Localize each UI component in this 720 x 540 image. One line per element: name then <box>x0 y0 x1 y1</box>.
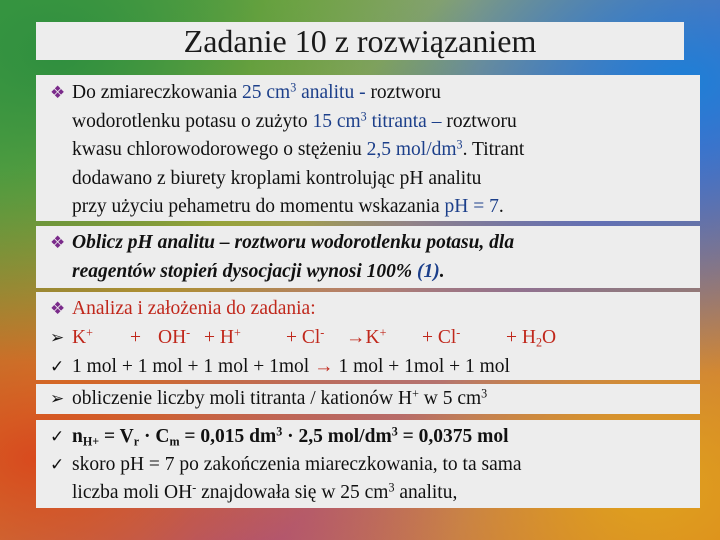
question-line-2 <box>36 258 700 287</box>
text: 1 mol + 1 mol + 1 mol + 1mol <box>72 356 315 377</box>
analyte-volume: 25 $cm^3$ analitu - <box>242 80 371 103</box>
text: obliczenie liczby moli titranta / kationów H <box>72 388 413 409</box>
text: reagentów stopień dysocjacji wynosi 100% <box>72 260 418 282</box>
text: kwasu chlorowodorowego o stężeniu <box>72 139 367 160</box>
calculation-step-line <box>36 385 700 413</box>
heading: Analiza i założenia do zadania: <box>72 298 316 319</box>
text: wodorotlenku potasu o zużyto <box>72 110 313 132</box>
text: . <box>439 260 445 282</box>
mole-ratio-line <box>36 352 700 381</box>
slide-title: Zadanie 10 z rozwiązaniem <box>183 23 537 59</box>
checkmark-bullet-icon: ✓ <box>50 455 65 474</box>
diamond-bullet-icon: ❖ <box>50 233 66 252</box>
analysis-panel <box>36 292 700 380</box>
diamond-bullet-icon: ❖ <box>50 83 66 102</box>
arrowhead-bullet-icon: ➢ <box>50 328 65 347</box>
question-panel <box>36 226 700 288</box>
titrant-volume: 15 $cm^3$ titranta – <box>312 108 447 132</box>
title-box <box>36 22 684 60</box>
statement-line-1 <box>36 79 700 108</box>
superscript: + <box>412 386 419 401</box>
arrowhead-bullet-icon: ➢ <box>50 389 65 408</box>
text: Oblicz pH analitu – roztworu wodorotlenku potasu, dla <box>72 232 515 253</box>
solution-panel <box>36 420 700 508</box>
checkmark-bullet-icon: ✓ <box>50 357 65 376</box>
reaction-arrow-icon: → <box>314 356 334 377</box>
text: 1 mol + 1mol + 1 mol <box>333 356 510 377</box>
text: roztworu <box>446 110 517 132</box>
diamond-bullet-icon: ❖ <box>50 299 66 318</box>
statement-line-2 <box>36 108 700 137</box>
checkmark-bullet-icon: ✓ <box>50 427 65 446</box>
analysis-heading <box>36 294 700 323</box>
text: przy użyciu pehametru do momentu wskazania <box>72 196 445 217</box>
moles-equation: ✓ $n_{H+} = V_r \cdot C_m = 0,015$ $dm^3 \cdot 2,5$ mol/$dm^3 = 0,0375$ mol <box>36 423 700 451</box>
conclusion-line-1 <box>36 451 700 479</box>
reaction-arrow-icon: → <box>346 327 366 348</box>
text: . <box>498 196 504 217</box>
calculation-step-panel <box>36 384 700 414</box>
concentration-value: 2,5 mol/$dm^3$ <box>366 137 463 160</box>
ph-value: pH = 7 <box>444 196 499 217</box>
text: . Titrant <box>462 139 525 160</box>
conclusion-line-2: liczba moli OH- znajdowała się w 25 $cm^3$ analitu, <box>72 480 458 503</box>
problem-statement-panel <box>36 75 700 221</box>
statement-line-4: dodawano z biurety kroplami kontrolując pH analitu <box>72 167 482 189</box>
text: w 5 cm <box>418 388 482 409</box>
reference-number: (1) <box>417 260 440 282</box>
statement-line-3 <box>36 136 700 165</box>
text: skoro pH = 7 po zakończenia miareczkowania, to ta sama <box>72 454 522 475</box>
question-line-1 <box>36 229 700 258</box>
statement-line-5 <box>36 193 700 222</box>
reaction-equation: ➢ $K^+ + OH^- + H^+ + Cl^- \to K^+ + Cl^- + H_2O$ <box>36 323 700 352</box>
text: roztworu <box>370 82 441 103</box>
superscript: 3 <box>481 386 488 401</box>
text: Do zmiareczkowania <box>72 82 242 103</box>
